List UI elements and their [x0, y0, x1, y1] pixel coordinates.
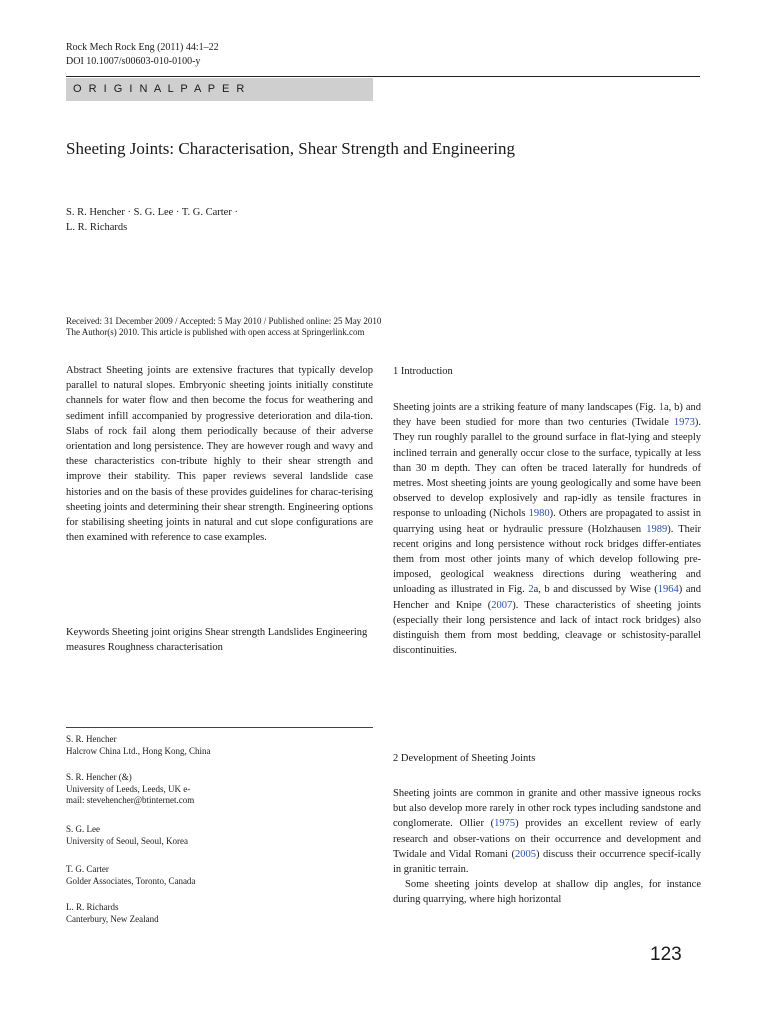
journal-header [66, 41, 219, 69]
author-email[interactable]: mail: stevehencher@btinternet.com [66, 795, 195, 805]
affiliation-name: S. R. Hencher (&) [66, 772, 132, 782]
affiliation-block [66, 734, 373, 757]
affiliation-detail: Golder Associates, Toronto, Canada [66, 875, 196, 886]
citation-link[interactable]: 2005 [515, 848, 537, 860]
citation-link[interactable]: 1980 [528, 508, 550, 520]
page-number: 123 [650, 944, 682, 965]
affiliation-block [66, 824, 373, 847]
section-heading-development: 2 Development of Sheeting Joints [393, 753, 536, 764]
affiliation-name: S. G. Lee [66, 824, 100, 834]
article-type-banner: O R I G I N A L P A P E R [66, 78, 373, 101]
author-list [66, 205, 238, 235]
journal-citation: Rock Mech Rock Eng (2011) 44:1–22 [66, 42, 219, 53]
doi-text: DOI 10.1007/s00603-010-0100-y [66, 56, 201, 67]
citation-link[interactable]: 1989 [646, 523, 668, 535]
figure-ref-link[interactable]: 2 [528, 584, 534, 596]
keywords: Keywords Sheeting joint origins Shear strength Landslides Engineering measures Roughness characterisation [66, 627, 368, 653]
header-rule [66, 76, 700, 77]
citation-link[interactable]: 2007 [491, 599, 513, 611]
affiliation-block [66, 864, 373, 887]
license-note: The Author(s) 2010. This article is published with open access at Springerlink.com [66, 327, 365, 337]
abstract: Abstract Sheeting joints are extensive fractures that typically develop parallel to natural slopes. Embryonic sheeting joints initially constitute channels for water flow and then become the focus for weathering and sediment infill accompanied by progressive deterioration and dila-tion. Slabs of rock fail along them periodically because of their adverse orientation and long persistence. They are however rough and wavy and these characteristics con-tribute highly to their shear strength and improve their stability. This paper reviews several landslide case histories and on the basis of these provides guidelines for charac-terising sheeting joints and determining their shear strength. Engineering options for stabilising sheeting joints in natural and cut slope configurations are then examined with reference to case examples. [66, 365, 373, 544]
affiliation-block [66, 902, 373, 925]
affiliation-detail: Canterbury, New Zealand [66, 913, 159, 924]
publication-dates [66, 316, 486, 338]
authors-line-2: L. R. Richards [66, 222, 128, 233]
paper-title: Sheeting Joints: Characterisation, Shear Strength and Engineering [66, 139, 515, 158]
citation-link[interactable]: 1964 [657, 584, 679, 596]
authors-line-1: S. R. Hencher · S. G. Lee · T. G. Carter · [66, 207, 238, 218]
affiliation-rule [66, 727, 373, 728]
affiliation-name: S. R. Hencher [66, 734, 117, 744]
section-heading-introduction: 1 Introduction [393, 366, 453, 377]
affiliation-name: T. G. Carter [66, 864, 109, 874]
figure-ref-link[interactable]: 1 [658, 402, 664, 413]
affiliation-detail: Halcrow China Ltd., Hong Kong, China [66, 745, 211, 756]
affiliation-block [66, 772, 373, 807]
affiliation-detail: University of Leeds, Leeds, UK e- [66, 783, 191, 794]
citation-link[interactable]: 1973 [673, 417, 695, 429]
citation-link[interactable]: 1975 [494, 818, 516, 830]
affiliation-detail: University of Seoul, Seoul, Korea [66, 835, 188, 846]
development-paragraph: Sheeting joints are common in granite and other massive igneous rocks but also develop more rarely in other rock types including sandstone and conglomerate. Ollier (1975) provides an excellent review of early research and obser-vations on their occurrence and development and Twidale and Vidal Romani (2005) discuss their occurrence specif-ically in granitic terrain. Some sheeting joints develop at shallow dip angles, for instance during quarrying, where high horizontal [393, 786, 701, 908]
received-dates: Received: 31 December 2009 / Accepted: 5 May 2010 / Published online: 25 May 2010 [66, 316, 382, 326]
affiliation-name: L. R. Richards [66, 902, 119, 912]
development-paragraph-2: Some sheeting joints develop at shallow dip angles, for instance during quarrying, where high horizontal [393, 879, 701, 906]
introduction-paragraph: Sheeting joints are a striking feature of many landscapes (Fig. 1a, b) and they have been studied for more than two centuries (Twidale 1973). They run roughly parallel to the ground surface in flat-lying and steeply inclined terrain and generally occur close to the surface, typically at less than 30 m depth. They can often be traced laterally for hundreds of metres. Most sheeting joints are young geologically and some have been observed to develop explosively and rap-idly as tensile fractures in response to unloading (Nichols 1980). Others are propagated to assist in quarrying using heat or hydraulic pressure (Holzhausen 1989). Their recent origins and long persistence without rock bridges differ-entiates them from most other joints many of which develop following pre-imposed, geological weakness directions during weathering and unloading as illustrated in Fig. 2a, b and discussed by Wise (1964) and Hencher and Knipe (2007). These characteristics of sheeting joints (especially their long persistence and lack of intact rock bridges) also distinguish them from most bedding, cleavage or schistosity-parallel discontinuities. [393, 402, 702, 657]
